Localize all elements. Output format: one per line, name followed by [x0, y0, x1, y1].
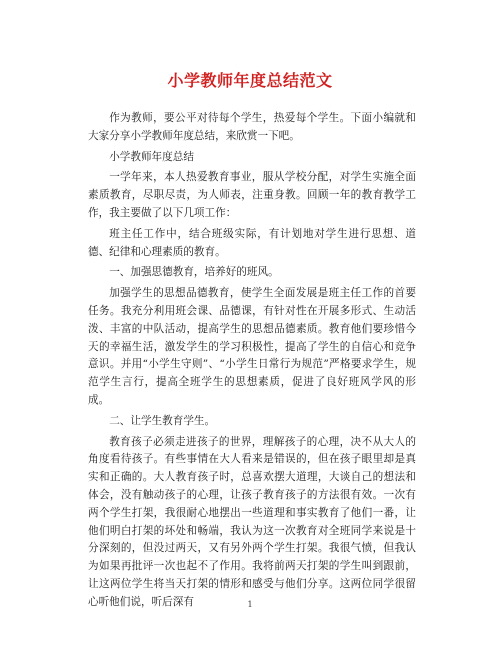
paragraph-students-teach-students: 教育孩子必须走进孩子的世界，理解孩子的心理，决不从大人的角度看待孩子。有些事情在大人看来是错误的，但在孩子眼里却是真实和正确的。大人教育孩子时，总喜欢摆大道理，大谈自己的想法和体会，没有触动孩子的心理，让孩子教育孩子的方法很有效。一次有两个学生打架，我很耐心地摆出一些道理和事实教育了他们一番，让他们明白打架的坏处和畅端，我认为这一次教育对全班同学来说是十分深刻的，但没过两天，又有另外两个学生打架。我很气愤，但我认为如果再批评一次也起不了作用。我将前两天打架的学生叫到跟前，让这两位学生将当天打架的情形和感受与他们分享。这两位同学很留心听他们说，听后深有 — [88, 435, 416, 608]
paragraph-subtitle: 小学教师年度总结 — [109, 150, 194, 163]
page-number: 1 — [247, 600, 253, 609]
section-heading-1: 一、加强思德教育，培养好的班风。 — [109, 266, 279, 279]
paragraph-intro: 作为教师，要公平对待每个学生，热爱每个学生。下面小编就和大家分享小学教师年度总结，来欣赏一下吧。 — [88, 112, 416, 142]
document-title: 小学教师年度总结范文 — [167, 71, 333, 90]
section-heading-2: 二、让学生教育学生。 — [109, 414, 216, 427]
paragraph-moral-education: 加强学生的思想品德教育，使学生全面发展是班主任工作的首要任务。我充分利用班会课、品德课，有针对性在开展多形式、生动活泼、丰富的中队活动，提高学生的思想品德素质。教育他们要珍惜今天的幸福生活，激发学生的学习积极性，提高了学生的自信心和竞争意识。并用“小学生守则”、“小学生日常行为规范”严格要求学生，规范学生言行，提高全班学生的思想素质，促进了良好班风学风的形成。 — [88, 287, 416, 406]
paragraph-class-teacher: 班主任工作中，结合班级实际，有计划地对学生进行思想、道德、纪律和心理素质的教育。 — [88, 227, 416, 258]
paragraph-overview: 一学年来，本人热爱教育事业，服从学校分配，对学生实施全面素质教育，尽职尽责，为人师表，注重身教。回顾一年的教育教学工作，我主要做了以下几项工作： — [88, 171, 416, 219]
document-body — [88, 110, 416, 615]
